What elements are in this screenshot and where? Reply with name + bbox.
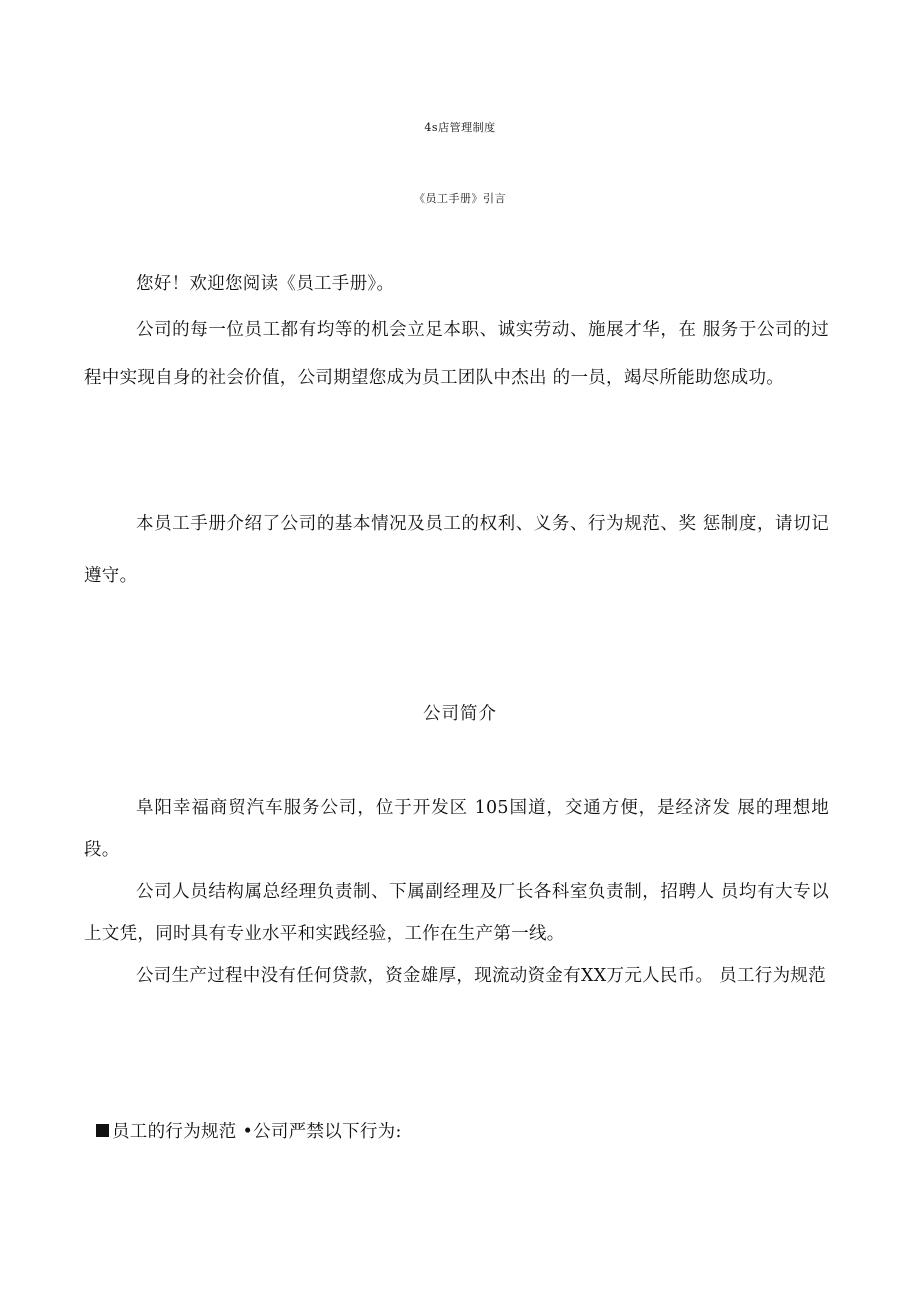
conduct-bullet-text: 员工的行为规范 •公司严禁以下行为: (112, 1122, 402, 1142)
conduct-bullet-line (96, 1118, 402, 1143)
square-bullet-icon (96, 1124, 109, 1137)
company-paragraph-2: 公司人员结构属总经理负责制、下属副经理及厂长各科室负责制，招聘人 员均有大专以上文凭，同时具有专业水平和实践经验，工作在生产第一线。 (84, 882, 829, 944)
company-paragraph-1: 阜阳幸福商贸汽车服务公司，位于开发区 105国道，交通方便，是经济发 展的理想地段。 (84, 798, 829, 860)
section-title-company-intro: 公司简介 (423, 704, 497, 724)
company-paragraph-3: 公司生产过程中没有任何贷款，资金雄厚，现流动资金有XX万元人民币。 员工行为规范 (136, 966, 826, 986)
intro-paragraph-2: 本员工手册介绍了公司的基本情况及员工的权利、义务、行为规范、奖 惩制度，请切记遵守。 (84, 514, 829, 586)
intro-paragraph-1: 公司的每一位员工都有均等的机会立足本职、诚实劳动、施展才华，在 服务于公司的过程中实现自身的社会价值，公司期望您成为员工团队中杰出 的一员，竭尽所能助您成功。 (84, 320, 829, 388)
greeting-line: 您好！欢迎您阅读《员工手册》。 (136, 274, 395, 294)
document-title: 4s店管理制度 (424, 121, 496, 134)
document-subtitle: 《员工手册》引言 (414, 192, 506, 205)
